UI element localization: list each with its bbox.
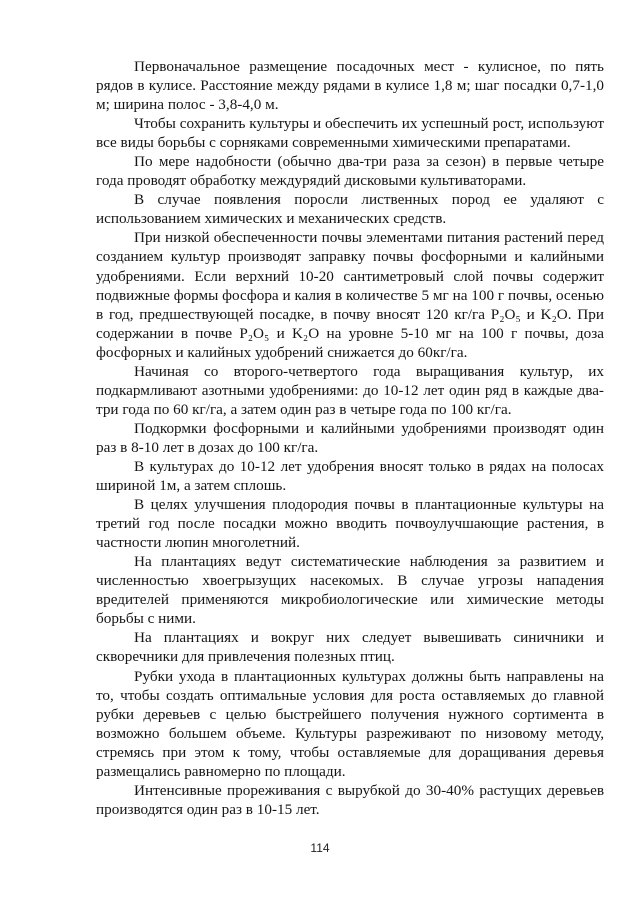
paragraph-soil-fertilization: При низкой обеспеченности почвы элементами питания растений перед созданием культур производят заправку почвы фосфорными и калийными удобрениями. Если верхний 10-20 сантиметровый слой почвы содержит подвижные формы фосфора и калия в количестве 5 мг на 100 г почвы, осенью в год, предшествующей посадке, в почву вносят 120 кг/га P₂O₅ и K₂O. При содержании в почве P₂O₅ и K₂O на уровне 5-10 мг на 100 г почвы, доза фосфорных и калийных удобрений снижается до 60кг/га. bbox=[96, 229, 604, 361]
paragraph-deciduous-removal: В случае появления поросли лиственных пород ее удаляют с использованием химических и механических средств. bbox=[96, 191, 604, 228]
paragraph-weed-control: Чтобы сохранить культуры и обеспечить их успешный рост, используют все виды борьбы с сорняками современными химическими препаратами. bbox=[96, 115, 604, 152]
paragraph-row-fertilizing: В культурах до 10-12 лет удобрения вносят только в рядах на полосах шириной 1м, а затем сплошь. bbox=[96, 457, 604, 495]
paragraph-cultivation: По мере надобности (обычно два-три раза за сезон) в первые четыре года проводят обработку междурядий дисковыми культиваторами. bbox=[96, 153, 604, 190]
page-number: 114 bbox=[310, 841, 330, 855]
paragraph-bird-houses: На плантациях и вокруг них следует вывешивать синичники и скворечники для привлечения полезных птиц. bbox=[96, 629, 604, 666]
paragraph-pest-monitoring: На плантациях ведут систематические наблюдения за развитием и численностью хвоегрызущих насекомых. В случае угрозы нападения вредителей применяются микробиологические или химические методы борьбы с ними. bbox=[96, 553, 604, 628]
paragraph-soil-improvement: В целях улучшения плодородия почвы в плантационные культуры на третий год после посадки можно вводить почвоулучшающие растения, в частности люпин многолетний. bbox=[96, 496, 604, 552]
paragraph-planting-layout: Первоначальное размещение посадочных мест - кулисное, по пять рядов в кулисе. Расстояние между рядами в кулисе 1,8 м; шаг посадки 0,7-1,0 м; ширина полос - 3,8-4,0 м. bbox=[96, 58, 604, 114]
paragraph-nitrogen-feeding: Начиная со второго-четвертого года выращивания культур, их подкармливают азотными удобрениями: до 10-12 лет один ряд в каждые два-три года по 60 кг/га, а затем один раз в четыре года по 100 кг/га. bbox=[96, 362, 604, 418]
paragraph-thinning: Рубки ухода в плантационных культурах должны быть направлены на то, чтобы создать оптимальные условия для роста оставляемых до главной рубки деревьев с целью быстрейшего получения нужного сортимента в возможно большем объеме. Культуры разреживают по низовому методу, стремясь при этом к тому, чтобы оставляемые для доращивания деревья размещались равномерно по площади. bbox=[96, 667, 604, 780]
paragraph-phosphorus-potassium: Подкормки фосфорными и калийными удобрениями производят один раз в 8-10 лет в дозах до 100 кг/га. bbox=[96, 419, 604, 456]
body-text bbox=[96, 57, 604, 819]
paragraph-intensive-thinning: Интенсивные прореживания с вырубкой до 30-40% растущих деревьев производятся один раз в 10-15 лет. bbox=[96, 781, 604, 818]
